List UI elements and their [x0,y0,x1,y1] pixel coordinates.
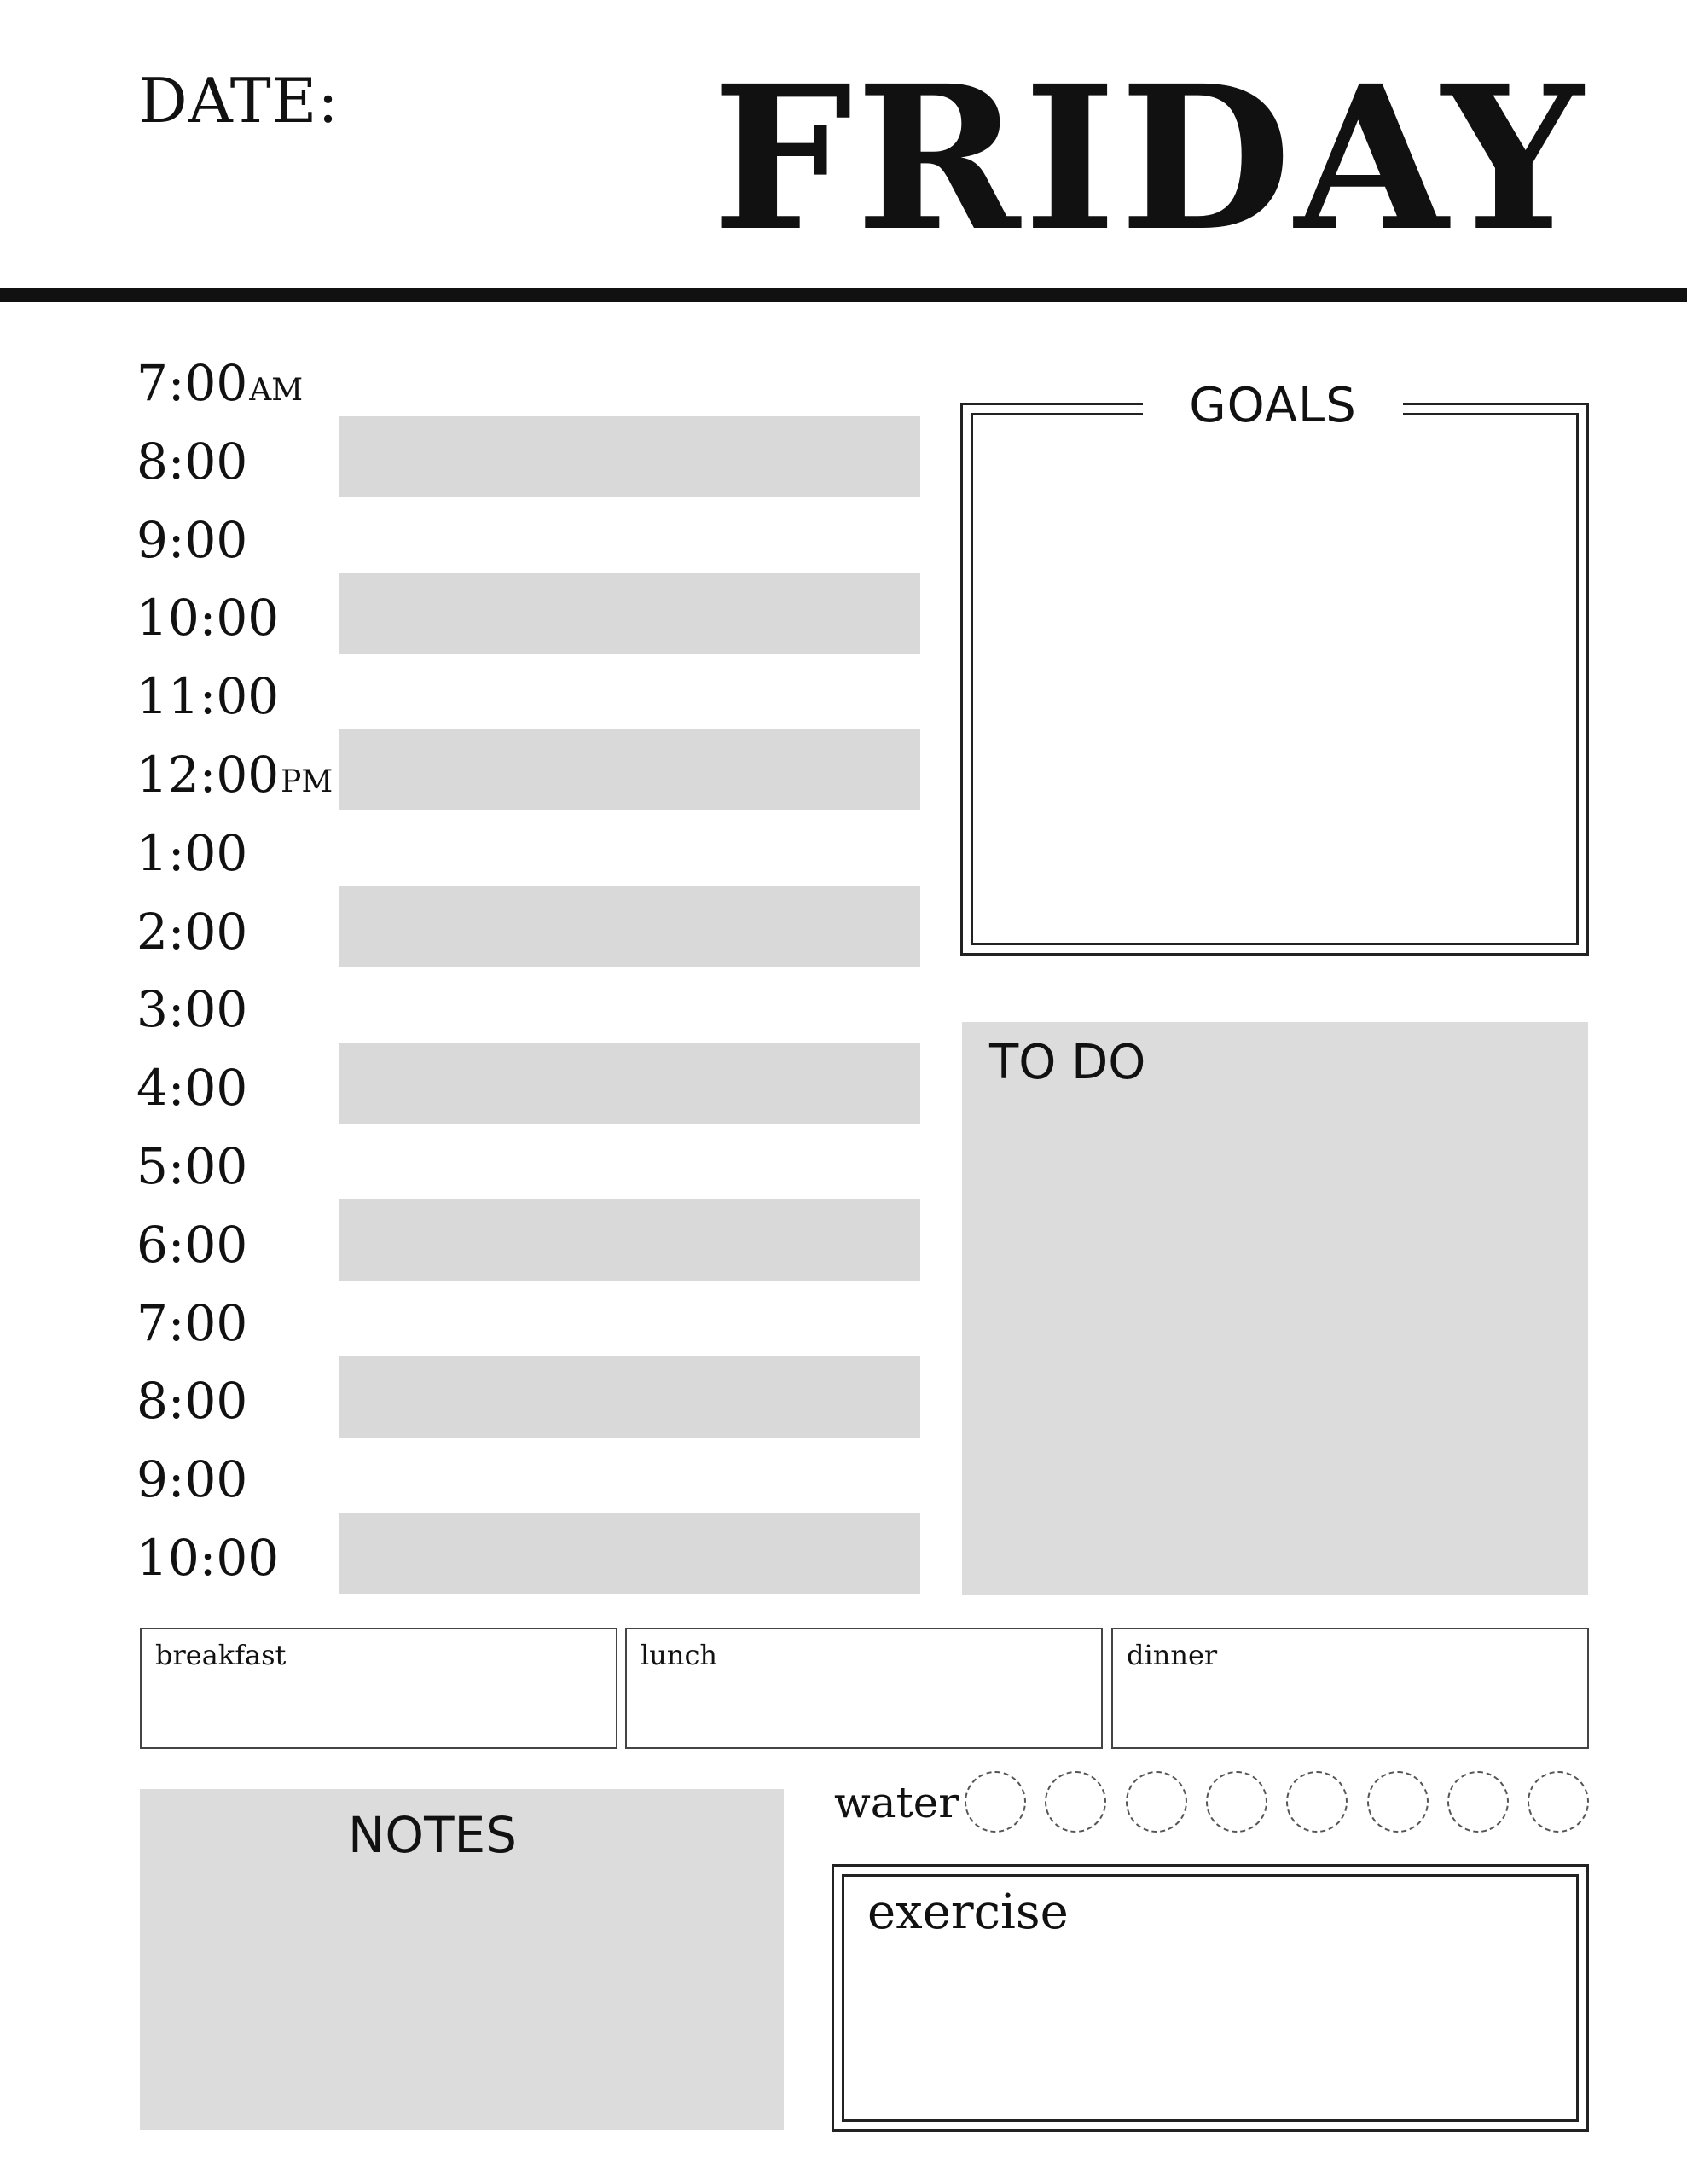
schedule-slot[interactable] [339,1278,920,1359]
breakfast-box[interactable] [140,1628,617,1749]
dinner-box[interactable] [1111,1628,1589,1749]
time-label [136,902,248,961]
dinner-label: dinner [1127,1639,1218,1671]
time-label [136,1450,248,1509]
schedule-slot[interactable] [339,965,920,1046]
water-glass-circle[interactable] [1286,1771,1348,1833]
water-glass-circle[interactable] [965,1771,1026,1833]
water-glass-circle[interactable] [1367,1771,1429,1833]
time-value: 1:00 [136,823,248,882]
time-value: 6:00 [136,1215,248,1274]
schedule-slot[interactable] [339,1199,920,1281]
time-label [136,1372,248,1431]
time-label [136,510,248,569]
time-label [136,589,280,648]
time-label [136,980,248,1039]
lunch-label: lunch [641,1639,717,1671]
water-glass-circle[interactable] [1447,1771,1509,1833]
schedule-slot[interactable] [339,416,920,497]
time-label [136,667,280,726]
schedule-slot[interactable] [339,808,920,889]
time-period: PM [281,764,333,799]
schedule-slot[interactable] [339,1121,920,1202]
day-title: FRIDAY [711,42,1586,275]
time-label [136,1059,248,1118]
time-label [136,823,248,882]
time-value: 3:00 [136,980,248,1039]
time-value: 7:00 [136,354,248,412]
time-value: 8:00 [136,432,248,491]
goals-box[interactable] [971,413,1579,945]
time-label [136,1529,280,1587]
time-value: 11:00 [136,667,280,726]
todo-box[interactable] [962,1022,1588,1595]
schedule-slot[interactable] [339,1043,920,1124]
water-label: water [834,1778,959,1827]
time-value: 12:00 [136,746,280,804]
time-value: 10:00 [136,1529,280,1587]
time-label [136,1215,248,1274]
time-label [136,1137,248,1195]
time-label [136,1293,248,1352]
schedule-slot[interactable] [339,651,920,732]
todo-label: TO DO [989,1035,1146,1090]
time-label [136,432,248,491]
time-value: 9:00 [136,510,248,569]
date-label: DATE: [138,65,339,136]
schedule-slot[interactable] [339,1513,920,1594]
time-value: 2:00 [136,902,248,961]
time-value: 10:00 [136,589,280,648]
notes-label: NOTES [348,1806,517,1864]
lunch-box[interactable] [625,1628,1103,1749]
schedule-slot[interactable] [339,338,920,419]
time-value: 4:00 [136,1059,248,1118]
schedule-slot[interactable] [339,1356,920,1438]
water-glass-circle[interactable] [1045,1771,1106,1833]
time-value: 7:00 [136,1293,248,1352]
breakfast-label: breakfast [155,1639,287,1671]
water-glass-circle[interactable] [1528,1771,1589,1833]
time-label [136,354,304,412]
exercise-label: exercise [867,1885,1069,1940]
schedule-slot[interactable] [339,1434,920,1515]
goals-label: GOALS [1189,378,1357,433]
water-glass-circle[interactable] [1206,1771,1267,1833]
time-value: 5:00 [136,1137,248,1195]
schedule-slot[interactable] [339,495,920,576]
schedule-slot[interactable] [339,886,920,967]
time-label [136,746,333,804]
schedule-slot[interactable] [339,729,920,810]
water-glass-circle[interactable] [1126,1771,1187,1833]
time-value: 9:00 [136,1450,248,1509]
header-divider [0,288,1687,302]
time-value: 8:00 [136,1372,248,1431]
schedule-slot[interactable] [339,573,920,654]
time-period: AM [249,373,304,408]
